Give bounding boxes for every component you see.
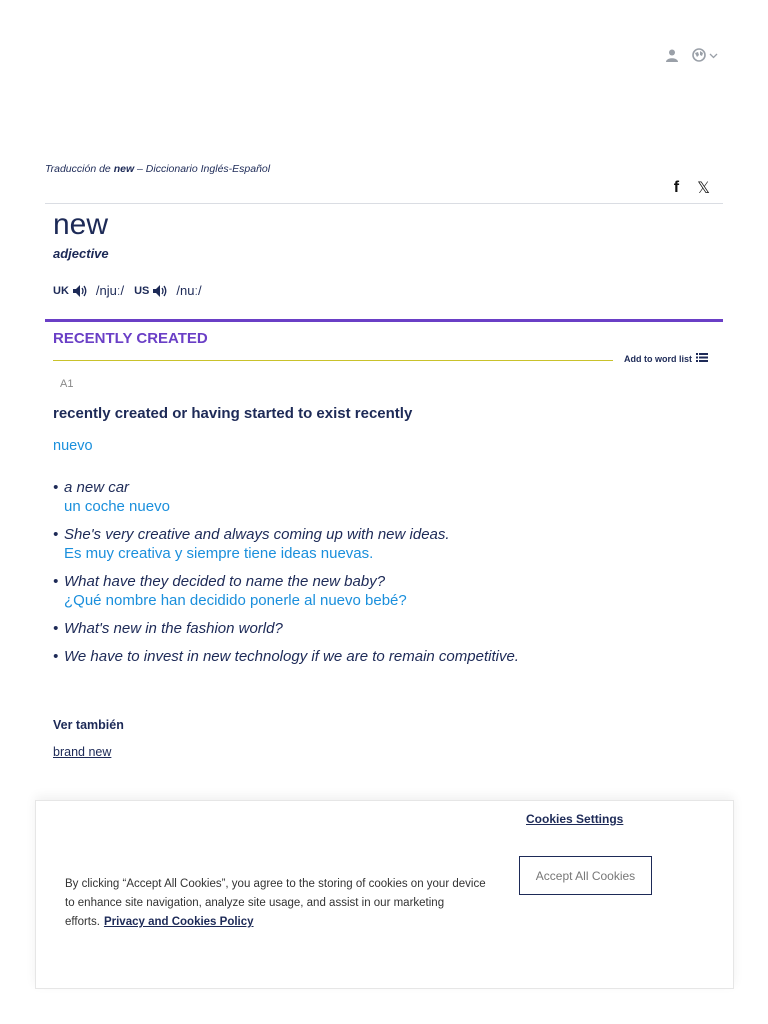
- breadcrumb-suffix: – Diccionario Inglés-Español: [137, 163, 271, 175]
- example-item: • We have to invest in new technology if we are to remain competitive.: [53, 648, 519, 665]
- pronunciation: [53, 283, 212, 298]
- top-bar: [666, 46, 718, 64]
- breadcrumb-prefix: Traducción de: [45, 163, 111, 175]
- cookies-settings-link[interactable]: Cookies Settings: [526, 812, 624, 826]
- chevron-down-icon: [709, 46, 718, 64]
- ipa-us: /nuː/: [176, 283, 202, 298]
- translation: nuevo: [53, 438, 93, 454]
- globe-icon: [692, 48, 706, 62]
- add-to-word-list-button[interactable]: [624, 353, 708, 364]
- speaker-icon[interactable]: [152, 284, 168, 298]
- level-badge: A1: [60, 378, 74, 390]
- cookie-message: By clicking “Accept All Cookies”, you agree to the storing of cookies on your device to enhance site navigation, analyze site usage, and assist in our marketing efforts.: [65, 878, 486, 928]
- definition: recently created or having started to exist recently: [53, 405, 413, 422]
- example-es: ¿Qué nombre han decidido ponerle al nuevo bebé?: [64, 592, 407, 609]
- language-selector[interactable]: [692, 46, 718, 64]
- example-en: We have to invest in new technology if we are to remain competitive.: [64, 648, 519, 665]
- region-uk: UK: [53, 284, 69, 297]
- example-en: a new car: [64, 479, 130, 496]
- part-of-speech: adjective: [53, 246, 109, 261]
- x-icon[interactable]: 𝕏: [697, 180, 710, 197]
- breadcrumb-word: new: [113, 163, 135, 175]
- sense-divider: [45, 319, 723, 322]
- divider: [45, 203, 723, 204]
- region-us: US: [134, 284, 150, 297]
- see-also-label: Ver también: [53, 718, 124, 732]
- social-share: [674, 178, 710, 198]
- ipa-uk: /njuː/: [95, 283, 125, 298]
- example-en: What have they decided to name the new baby?: [64, 573, 386, 590]
- example-en: What's new in the fashion world?: [64, 620, 283, 637]
- entry-header: [53, 206, 109, 261]
- breadcrumb: [45, 163, 270, 175]
- examples-list: [53, 479, 713, 676]
- headword: new: [53, 208, 109, 241]
- example-item: • What's new in the fashion world?: [53, 620, 283, 637]
- privacy-policy-link[interactable]: Privacy and Cookies Policy: [103, 916, 254, 928]
- cookie-text: [65, 875, 495, 932]
- add-to-word-list-label: Add to word list: [624, 353, 692, 364]
- user-icon[interactable]: [666, 49, 678, 62]
- see-also-link[interactable]: brand new: [53, 745, 112, 759]
- facebook-icon[interactable]: f: [673, 179, 680, 196]
- list-icon: [696, 353, 708, 364]
- accept-all-cookies-button[interactable]: Accept All Cookies: [519, 856, 652, 895]
- example-item: • a new car un coche nuevo: [53, 479, 713, 515]
- example-item: • She's very creative and always coming up with new ideas. Es muy creativa y siempre tiene ideas nuevas.: [53, 526, 713, 562]
- example-item: • What have they decided to name the new baby? ¿Qué nombre han decidido ponerle al nuevo bebé?: [53, 573, 713, 609]
- guideword: RECENTLY CREATED: [53, 330, 208, 347]
- cookie-banner: [35, 800, 734, 989]
- guideword-rule: [53, 360, 613, 361]
- example-es: Es muy creativa y siempre tiene ideas nuevas.: [64, 545, 374, 562]
- example-en: She's very creative and always coming up with new ideas.: [64, 526, 450, 543]
- speaker-icon[interactable]: [72, 284, 88, 298]
- example-es: un coche nuevo: [64, 498, 170, 515]
